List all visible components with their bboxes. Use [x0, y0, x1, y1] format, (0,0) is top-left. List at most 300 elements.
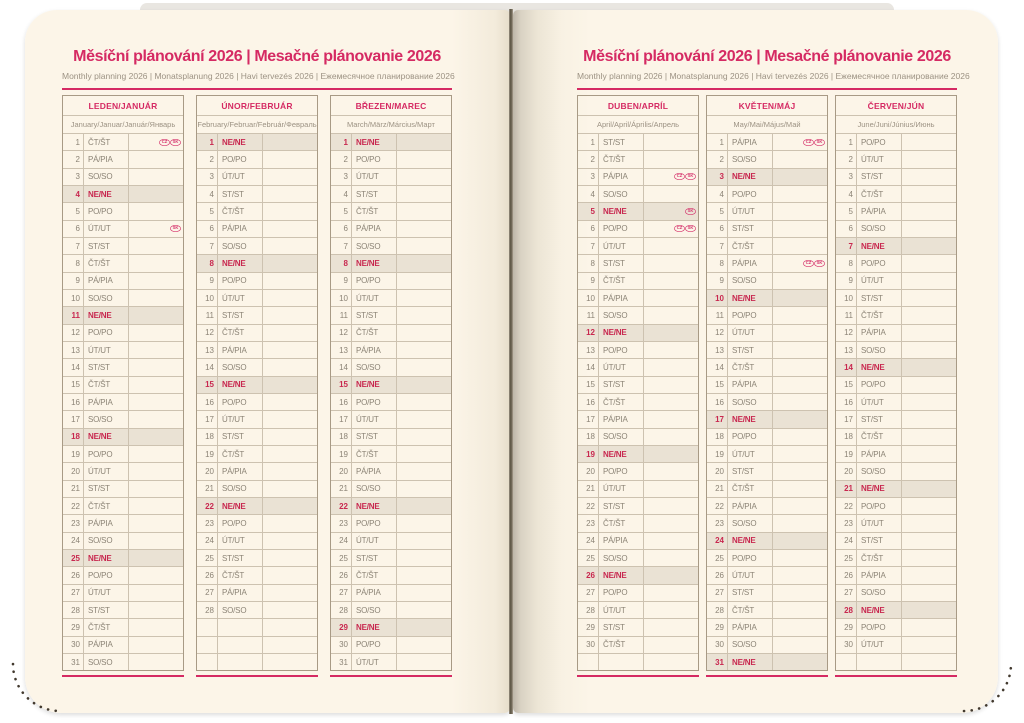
day-abbreviation: PO/PO	[84, 325, 129, 341]
notes-area	[773, 481, 827, 497]
notes-area	[644, 585, 698, 601]
day-row	[578, 532, 698, 549]
day-abbreviation: ST/ST	[857, 169, 902, 185]
month-underline	[62, 675, 184, 677]
notes-area	[644, 151, 698, 167]
day-row	[197, 254, 317, 271]
day-abbreviation: PO/PO	[352, 273, 397, 289]
day-row	[331, 549, 451, 566]
month-table	[835, 95, 957, 671]
day-abbreviation: ÚT/UT	[599, 238, 644, 254]
day-number: 13	[836, 342, 857, 358]
day-abbreviation: PO/PO	[728, 429, 773, 445]
month-name: LEDEN/JANUÁR	[63, 96, 183, 116]
day-abbreviation: PO/PO	[728, 550, 773, 566]
holiday-badge-sk-icon: SK	[814, 260, 825, 267]
notes-area	[129, 411, 183, 427]
day-abbreviation: NE/NE	[599, 203, 644, 219]
notes-area	[644, 255, 698, 271]
day-row	[331, 341, 451, 358]
day-row	[836, 428, 956, 445]
day-row	[63, 410, 183, 427]
day-row	[578, 497, 698, 514]
day-number: 22	[578, 498, 599, 514]
notes-area	[773, 273, 827, 289]
day-number: 25	[331, 550, 352, 566]
notes-area	[397, 411, 451, 427]
notes-area	[644, 498, 698, 514]
day-abbreviation: SO/SO	[218, 238, 263, 254]
day-row	[707, 445, 827, 462]
day-row	[197, 497, 317, 514]
day-abbreviation: NE/NE	[857, 602, 902, 618]
day-number: 13	[331, 342, 352, 358]
day-row	[578, 636, 698, 653]
day-row	[707, 289, 827, 306]
day-number: 27	[331, 585, 352, 601]
day-abbreviation: ST/ST	[599, 255, 644, 271]
day-row	[836, 584, 956, 601]
day-abbreviation: ÚT/UT	[728, 325, 773, 341]
notes-area	[263, 307, 317, 323]
day-row	[63, 150, 183, 167]
day-number: 24	[836, 533, 857, 549]
day-row	[197, 601, 317, 618]
day-number: 30	[707, 637, 728, 653]
day-abbreviation: ST/ST	[599, 498, 644, 514]
day-abbreviation: NE/NE	[857, 359, 902, 375]
day-number: 26	[836, 567, 857, 583]
day-row	[63, 462, 183, 479]
day-row	[63, 306, 183, 323]
day-row	[836, 376, 956, 393]
day-row	[578, 202, 698, 219]
month-table	[577, 95, 699, 671]
day-abbreviation: PO/PO	[857, 498, 902, 514]
month-grid	[197, 134, 317, 670]
day-row	[578, 393, 698, 410]
day-number: 14	[707, 359, 728, 375]
day-row	[331, 532, 451, 549]
day-number: 1	[63, 134, 84, 150]
notes-area	[902, 637, 956, 653]
notes-area	[397, 307, 451, 323]
day-number: 18	[331, 429, 352, 445]
day-abbreviation: ČT/ŠT	[352, 325, 397, 341]
notes-area	[644, 481, 698, 497]
day-abbreviation: ST/ST	[728, 585, 773, 601]
notes-area	[263, 186, 317, 202]
day-row	[331, 636, 451, 653]
notes-area	[129, 359, 183, 375]
day-number: 14	[836, 359, 857, 375]
day-abbreviation: PO/PO	[857, 134, 902, 150]
notes-area	[902, 307, 956, 323]
month-underline	[196, 675, 318, 677]
day-row	[578, 150, 698, 167]
day-abbreviation: ČT/ŠT	[599, 151, 644, 167]
day-row	[578, 289, 698, 306]
day-abbreviation: PÁ/PIA	[857, 567, 902, 583]
day-number: 16	[578, 394, 599, 410]
holiday-badge-cz-icon: CZ	[803, 139, 814, 146]
day-row	[707, 202, 827, 219]
day-number: 8	[707, 255, 728, 271]
notes-area	[397, 290, 451, 306]
day-abbreviation: NE/NE	[352, 619, 397, 635]
month-table	[196, 95, 318, 671]
day-number: 29	[578, 619, 599, 635]
notes-area	[644, 203, 698, 219]
empty-day-row	[578, 653, 698, 670]
day-row	[578, 376, 698, 393]
day-number: 15	[707, 377, 728, 393]
day-abbreviation: PO/PO	[218, 151, 263, 167]
day-number: 2	[331, 151, 352, 167]
day-abbreviation: PO/PO	[84, 203, 129, 219]
day-abbreviation: ČT/ŠT	[352, 567, 397, 583]
notes-area	[263, 359, 317, 375]
day-abbreviation: ČT/ŠT	[728, 481, 773, 497]
day-row	[707, 150, 827, 167]
day-row	[836, 324, 956, 341]
day-abbreviation: ČT/ŠT	[84, 498, 129, 514]
page-left	[25, 10, 510, 713]
day-abbreviation: PO/PO	[352, 151, 397, 167]
day-abbreviation: ST/ST	[599, 377, 644, 393]
day-abbreviation: ČT/ŠT	[857, 550, 902, 566]
day-number: 31	[63, 654, 84, 670]
day-row	[331, 220, 451, 237]
day-number: 20	[578, 463, 599, 479]
day-row	[707, 376, 827, 393]
notes-area	[397, 498, 451, 514]
day-abbreviation: NE/NE	[352, 134, 397, 150]
day-row	[578, 254, 698, 271]
notes-area	[263, 342, 317, 358]
day-number: 1	[197, 134, 218, 150]
day-row	[836, 306, 956, 323]
notes-area	[902, 411, 956, 427]
day-abbreviation: ČT/ŠT	[84, 619, 129, 635]
day-abbreviation: ČT/ŠT	[728, 602, 773, 618]
notes-area	[263, 134, 317, 150]
notes-area	[773, 221, 827, 237]
notes-area	[773, 515, 827, 531]
day-row	[836, 618, 956, 635]
notes-area	[397, 134, 451, 150]
holiday-badge-sk-icon: SK	[814, 139, 825, 146]
notes-area	[397, 394, 451, 410]
month-underline	[577, 675, 699, 677]
notes-area	[129, 221, 183, 237]
day-row	[331, 254, 451, 271]
day-abbreviation: ÚT/UT	[728, 446, 773, 462]
day-number: 21	[578, 481, 599, 497]
notes-area	[644, 515, 698, 531]
day-abbreviation: SO/SO	[599, 186, 644, 202]
day-row	[836, 393, 956, 410]
day-row	[63, 601, 183, 618]
day-row	[578, 168, 698, 185]
day-number: 19	[707, 446, 728, 462]
title-rule	[62, 88, 452, 90]
day-number: 7	[707, 238, 728, 254]
notes-area	[397, 377, 451, 393]
day-number: 26	[707, 567, 728, 583]
notes-area	[902, 221, 956, 237]
day-number: 9	[707, 273, 728, 289]
notes-area	[129, 585, 183, 601]
day-row	[578, 584, 698, 601]
day-abbreviation: ČT/ŠT	[728, 238, 773, 254]
day-number: 10	[836, 290, 857, 306]
day-row	[331, 584, 451, 601]
day-number: 17	[707, 411, 728, 427]
day-number: 27	[578, 585, 599, 601]
day-row	[578, 462, 698, 479]
day-row	[197, 514, 317, 531]
day-number: 19	[197, 446, 218, 462]
month-table	[62, 95, 184, 671]
day-abbreviation: ČT/ŠT	[218, 446, 263, 462]
day-abbreviation: ČT/ŠT	[84, 377, 129, 393]
day-abbreviation: NE/NE	[84, 550, 129, 566]
notes-area	[773, 585, 827, 601]
day-abbreviation: NE/NE	[84, 307, 129, 323]
day-row	[63, 549, 183, 566]
day-row	[331, 393, 451, 410]
notes-area	[902, 359, 956, 375]
notes-area	[129, 446, 183, 462]
day-abbreviation: SO/SO	[599, 550, 644, 566]
day-abbreviation: ÚT/UT	[857, 515, 902, 531]
month-grid	[331, 134, 451, 670]
day-row	[836, 202, 956, 219]
day-number: 14	[197, 359, 218, 375]
notes-area	[773, 134, 827, 150]
day-number: 30	[331, 637, 352, 653]
day-number: 29	[63, 619, 84, 635]
day-abbreviation: PÁ/PIA	[84, 394, 129, 410]
day-number: 4	[578, 186, 599, 202]
day-row	[707, 532, 827, 549]
day-row	[197, 202, 317, 219]
day-row	[836, 462, 956, 479]
day-row	[331, 202, 451, 219]
notes-area	[773, 290, 827, 306]
day-abbreviation: ÚT/UT	[218, 411, 263, 427]
day-row	[707, 566, 827, 583]
notes-area	[129, 533, 183, 549]
month-grid	[707, 134, 827, 670]
day-number: 1	[331, 134, 352, 150]
day-abbreviation: SO/SO	[84, 290, 129, 306]
day-abbreviation: PO/PO	[84, 567, 129, 583]
notes-area	[263, 151, 317, 167]
day-abbreviation: ÚT/UT	[352, 654, 397, 670]
day-number: 2	[578, 151, 599, 167]
day-abbreviation: ST/ST	[857, 411, 902, 427]
month-underline	[330, 675, 452, 677]
day-abbreviation: PO/PO	[728, 307, 773, 323]
day-row	[63, 358, 183, 375]
day-number: 24	[197, 533, 218, 549]
day-row	[578, 410, 698, 427]
page-subtitle: Monthly planning 2026 | Monatsplanung 2026 | Havi tervezés 2026 | Ежемесячное планирование 2026	[577, 71, 970, 81]
notes-area	[902, 446, 956, 462]
notes-area	[902, 134, 956, 150]
day-abbreviation: ÚT/UT	[218, 533, 263, 549]
day-abbreviation: NE/NE	[728, 290, 773, 306]
notes-area	[902, 151, 956, 167]
day-number: 29	[707, 619, 728, 635]
day-abbreviation: NE/NE	[728, 654, 773, 670]
day-row	[331, 324, 451, 341]
day-number: 30	[836, 637, 857, 653]
page-title: Měsíční plánování 2026 | Mesačné plánovanie 2026	[583, 48, 951, 65]
day-row	[707, 168, 827, 185]
day-row	[836, 254, 956, 271]
day-row	[836, 272, 956, 289]
day-number: 7	[197, 238, 218, 254]
day-number: 19	[63, 446, 84, 462]
day-number: 13	[197, 342, 218, 358]
day-row	[197, 168, 317, 185]
day-row	[63, 497, 183, 514]
day-abbreviation: ST/ST	[352, 429, 397, 445]
day-number: 6	[578, 221, 599, 237]
notes-area	[773, 411, 827, 427]
notes-area	[129, 619, 183, 635]
month-subtitle: February/Februar/Február/Февраль	[197, 116, 317, 134]
day-row	[63, 428, 183, 445]
day-number: 19	[331, 446, 352, 462]
day-number: 11	[836, 307, 857, 323]
notes-area	[644, 325, 698, 341]
notes-area	[129, 394, 183, 410]
day-row	[197, 445, 317, 462]
day-number: 9	[836, 273, 857, 289]
day-abbreviation: SO/SO	[599, 307, 644, 323]
day-row	[63, 618, 183, 635]
months-left	[62, 95, 452, 677]
day-row	[578, 514, 698, 531]
day-row	[197, 480, 317, 497]
day-abbreviation: ČT/ŠT	[84, 255, 129, 271]
day-number: 2	[836, 151, 857, 167]
day-row	[197, 289, 317, 306]
day-row	[331, 653, 451, 670]
day-row	[836, 150, 956, 167]
day-row	[836, 220, 956, 237]
day-number: 11	[331, 307, 352, 323]
day-row	[707, 428, 827, 445]
day-abbreviation: PÁ/PIA	[84, 637, 129, 653]
notes-area	[129, 550, 183, 566]
day-row	[578, 306, 698, 323]
notes-area	[902, 481, 956, 497]
holiday-badge-sk-icon: SK	[170, 225, 181, 232]
day-row	[63, 134, 183, 150]
notes-area	[397, 359, 451, 375]
day-row	[197, 185, 317, 202]
notes-area	[129, 238, 183, 254]
day-abbreviation: ÚT/UT	[857, 273, 902, 289]
day-number: 26	[63, 567, 84, 583]
day-abbreviation: PO/PO	[218, 273, 263, 289]
day-row	[63, 168, 183, 185]
day-row	[63, 324, 183, 341]
notes-area	[902, 377, 956, 393]
day-number: 6	[197, 221, 218, 237]
notes-area	[397, 169, 451, 185]
day-number: 23	[197, 515, 218, 531]
day-row	[836, 134, 956, 150]
day-number: 7	[578, 238, 599, 254]
day-row	[836, 445, 956, 462]
day-row	[63, 254, 183, 271]
day-abbreviation: ČT/ŠT	[599, 273, 644, 289]
day-number: 5	[331, 203, 352, 219]
notes-area	[263, 377, 317, 393]
day-abbreviation: SO/SO	[352, 602, 397, 618]
notes-area	[644, 273, 698, 289]
day-abbreviation: PÁ/PIA	[218, 342, 263, 358]
month-grid	[63, 134, 183, 670]
holiday-badge-cz-icon: CZ	[674, 225, 685, 232]
notes-area	[773, 186, 827, 202]
day-row	[578, 358, 698, 375]
day-number: 10	[63, 290, 84, 306]
day-abbreviation: SO/SO	[218, 481, 263, 497]
day-abbreviation: ÚT/UT	[857, 637, 902, 653]
notes-area	[902, 515, 956, 531]
day-number: 26	[197, 567, 218, 583]
day-number: 7	[63, 238, 84, 254]
notes-area	[644, 134, 698, 150]
day-number: 13	[707, 342, 728, 358]
notes-area	[129, 342, 183, 358]
day-abbreviation: ÚT/UT	[857, 394, 902, 410]
day-number: 19	[836, 446, 857, 462]
day-abbreviation: PÁ/PIA	[352, 342, 397, 358]
day-abbreviation: PO/PO	[599, 342, 644, 358]
notes-area	[902, 290, 956, 306]
day-number: 24	[63, 533, 84, 549]
day-row	[836, 549, 956, 566]
day-number: 25	[836, 550, 857, 566]
day-number: 18	[578, 429, 599, 445]
notes-area	[397, 446, 451, 462]
notes-area	[397, 654, 451, 670]
day-abbreviation: ST/ST	[84, 359, 129, 375]
day-row	[836, 480, 956, 497]
day-number: 21	[836, 481, 857, 497]
day-number: 30	[63, 637, 84, 653]
notes-area	[902, 533, 956, 549]
day-row	[836, 410, 956, 427]
notes-area	[644, 550, 698, 566]
notes-area	[397, 619, 451, 635]
day-row	[197, 306, 317, 323]
notes-area	[263, 290, 317, 306]
day-abbreviation: ČT/ŠT	[352, 446, 397, 462]
notes-area	[129, 463, 183, 479]
holiday-badge-cz-icon: CZ	[159, 139, 170, 146]
day-abbreviation: SO/SO	[218, 359, 263, 375]
notes-area	[263, 515, 317, 531]
